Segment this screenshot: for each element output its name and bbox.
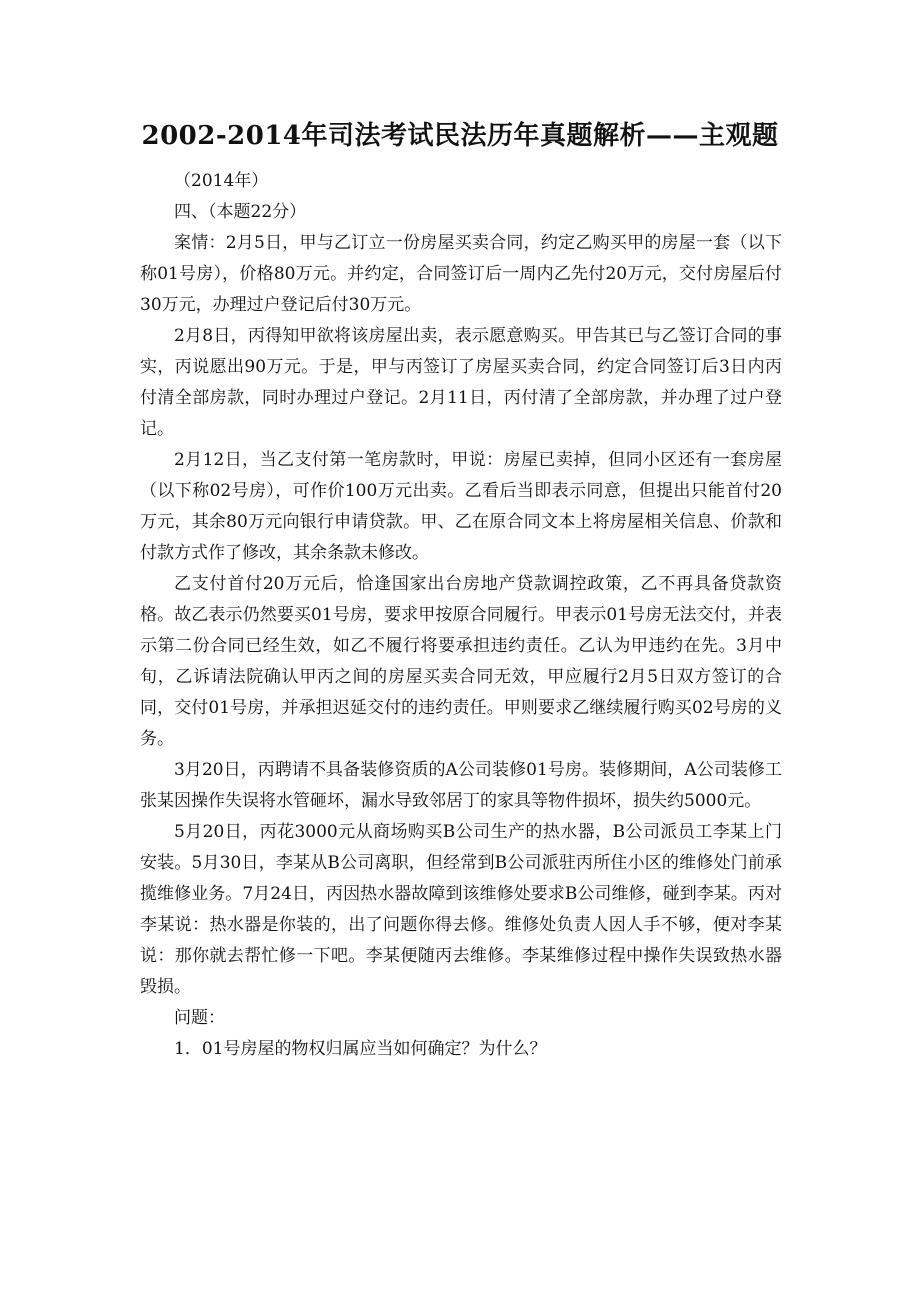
case-paragraph-1: 案情：2月5日，甲与乙订立一份房屋买卖合同，约定乙购买甲的房屋一套（以下称01号房），价格80万元。并约定，合同签订后一周内乙先付20万元，交付房屋后付30万元，办理过户登记后付30万元。 (140, 233, 782, 315)
case-paragraph-2: 2月8日，丙得知甲欲将该房屋出卖，表示愿意购买。甲告其已与乙签订合同的事实，丙说愿出90万元。于是，甲与丙签订了房屋买卖合同，约定合同签订后3日内丙付清全部房款，同时办理过户登记。2月11日，丙付清了全部房款，并办理了过户登记。 (140, 326, 782, 439)
case-paragraph-3: 2月12日，当乙支付第一笔房款时，甲说：房屋已卖掉，但同小区还有一套房屋（以下称02号房），可作价100万元出卖。乙看后当即表示同意，但提出只能首付20万元，其余80万元向银行申请贷款。甲、乙在原合同文本上将房屋相关信息、价款和付款方式作了修改，其余条款未修改。 (140, 450, 782, 563)
year-label: （2014年） (174, 171, 269, 191)
case-paragraph-4: 乙支付首付20万元后，恰逢国家出台房地产贷款调控政策，乙不再具备贷款资格。故乙表示仍然要买01号房，要求甲按原合同履行。甲表示01号房无法交付，并表示第二份合同已经生效，如乙不履行将要承担违约责任。乙认为甲违约在先。3月中旬，乙诉请法院确认甲丙之间的房屋买卖合同无效，甲应履行2月5日双方签订的合同，交付01号房，并承担迟延交付的违约责任。甲则要求乙继续履行购买02号房的义务。 (140, 574, 782, 749)
case-paragraph-5: 3月20日，丙聘请不具备装修资质的A公司装修01号房。装修期间，A公司装修工张某因操作失误将水管砸坏，漏水导致邻居丁的家具等物件损坏，损失约5000元。 (140, 760, 782, 811)
case-paragraph-6: 5月20日，丙花3000元从商场购买B公司生产的热水器，B公司派员工李某上门安装。5月30日，李某从B公司离职，但经常到B公司派驻丙所住小区的维修处门前承揽维修业务。7月24日，丙因热水器故障到该维修处要求B公司维修，碰到李某。丙对李某说：热水器是你装的，出了问题你得去修。维修处负责人因人手不够，便对李某说：那你就去帮忙修一下吧。李某便随丙去维修。李某维修过程中操作失误致热水器毁损。 (140, 822, 782, 997)
questions-label: 问题： (174, 1008, 225, 1028)
question-1: 1．01号房屋的物权归属应当如何确定？为什么？ (174, 1039, 547, 1059)
document-title: 2002-2014年司法考试民法历年真题解析——主观题 (141, 121, 779, 151)
document-body (140, 166, 782, 1065)
section-label: 四、（本题22分） (174, 202, 307, 222)
